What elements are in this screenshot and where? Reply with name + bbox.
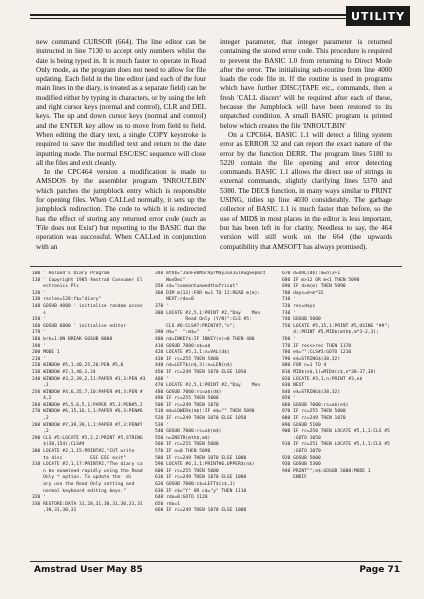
listing-line: :GOTO 1050 — [282, 435, 321, 441]
listing-line: 510 m$=LOWER$(m$):IF m$="" THEN 5090 — [155, 409, 255, 415]
listing-line: 570 IF n=0 THEN 5090 — [155, 449, 211, 455]
listing-line: NEXT:rdo=0 — [155, 297, 194, 303]
magazine-issue: Amstrad User May 85 — [34, 565, 143, 575]
listing-line: ,2 — [32, 416, 49, 422]
listing-line: 940 PRINT"";e$:GOSUB 5000:MODE 1 — [282, 468, 371, 474]
listing-line: 890 GOSUB 5100 — [282, 422, 321, 428]
listing-line: 210 ' — [32, 356, 49, 362]
listing-line: NovDec" — [155, 277, 186, 283]
listing-line: 730 ' — [282, 310, 299, 316]
listing-line: 830 NEXT — [282, 383, 305, 389]
article-column-right — [220, 38, 392, 252]
listing-line: 860 GOSUB 7000:rc=a$(e$) — [282, 402, 349, 408]
listing-line: 840 e$=STRING$(38,32) — [282, 389, 341, 395]
footer-rule — [30, 561, 402, 562]
listing-line: 110 ' Copyright 1985 Amstrad Consumer El — [32, 277, 143, 283]
listing-line: d;:PRINT #5,MID$(mth$,m*3-2,3); — [282, 330, 379, 336]
listing-line: 120 ' — [32, 290, 49, 296]
listing-line: 470 LOCATE #2,5,1:PRINT #2,"Day Mon — [155, 383, 261, 389]
listing-line: 520 IF rc=249 THEN 1070 ELSE 1050 — [155, 416, 247, 422]
listing-line: :GOTO 1070 — [282, 449, 321, 455]
listing-line: 320 ' — [32, 495, 49, 501]
paragraph: integer parameter, that integer parameter is returned containing the stored error code. This procedure is required to prevent the BASIC 1.0 from returning to Direct Mode after the error. The initialising sub-routine from line 4000 loads the code file in. If the routine is used in programs which have further |DISC/|TAPE etc., commands, then a fresh 'CALL discerr' will be required after each of these, because the Jumpblock will have been restored to its unpatched condition. A small BASIC program is printed below which creates the file 'INROUT.BIN' — [220, 38, 392, 130]
listing-line: 700 days=d+m*32 — [282, 290, 324, 296]
listing-line: 820 LOCATE #3,1,n:PRINT #3,e$ — [282, 376, 363, 382]
listing-line: 100 ' Roland's Diary Program — [32, 271, 110, 276]
listing-line: to disc ESC ESC exit" — [32, 455, 127, 461]
listing-line: 360 DIM m(12):FOR m=1 TO 12:READ m(m): — [155, 290, 261, 296]
listing-line: CLS #6:CLS#7:PRINT#7,"n"; — [155, 323, 236, 329]
listing-line: 630 IF c$="Y" OR c$="y" THEN 1110 — [155, 488, 247, 494]
listing-line: 250 WINDOW #4,6,35,7,10:PAPER #4,3:PEN # — [32, 389, 143, 395]
listing-line: 420 LOCATE #5,1,1:n=VAL(d$) — [155, 350, 230, 356]
listing-line: 880 IF rc=249 THEN 1070 — [282, 416, 346, 422]
listing-line: 150 ' — [32, 317, 49, 323]
paragraph: On a CPC664, BASIC 1.1 will detect a filing system error as ERROR 32 and can report the exact nature of the error by the function DERR. The program lines 5180 to 5220 contain the file opening and error detecting commands. BASIC 1.1 allows the direct use of strings in external commands, slightly clarifying lines 5370 and 5380. The DEC$ function, in many ways similar to PRINT USING, tidies up line 4030 considerably. The garbage collector of BASIC 1.1 is much faster than before, so the use of MID$ in most places in the editor is less important, but has been left in for clarity. Needless to say, the 464 version will still work on the 664 (the upwards compatibility that AMSOFT has always promised). — [220, 130, 392, 251]
listing-line: 780 e$="":CLS#3:GOTO 1210 — [282, 350, 352, 356]
listing-line: 170 ' — [32, 330, 49, 336]
listing-line: 180 brk=1:ON BREAK GOSUB 8000 — [32, 336, 113, 342]
listing-line: ,30,31,30,31 — [32, 508, 77, 514]
listing-line: 910 IF rc=251 THEN LOCATE #5,1,1:CLS #5 — [282, 442, 390, 448]
listing-line: 4,2 — [32, 396, 52, 402]
listing-line: 740 GOSUB 5000 — [282, 317, 321, 323]
paragraph: new command CURSOR (664). The line editor can be instructed in line 7130 to accept only numbers whilst the date is being typed in. It is much faster to operate in Read Only mode, as the program does not need to allow for file updating. Each field in the line editor (and each of the four main lines in the diary, is treated as a separate field) can be modified either by typing in characters, or by using the left and right cursor keys (normal and control), CLR and DEL keys. The up and down cursor keys (normal and control) and the ENTER key allow us to move from field to field. When editing the diary text, a single COPY keystroke is required to save the modified text and return to the date inputting mode. The normal ESC/ESC sequence will close all the files and exit cleanly. — [36, 38, 206, 167]
listing-line: Only * option. To update the di — [32, 475, 132, 481]
listing-line: 580 IF rc=249 THEN 1070 ELSE 1080 — [155, 455, 247, 461]
listing-line: 390 d$=" ":m$=" " — [155, 330, 211, 336]
listing-line: 480 GOSUB 7000:rc=a$(d$) — [155, 389, 222, 395]
section-badge: UTILITY — [346, 6, 410, 26]
listing-line: 720 rec=days — [282, 303, 316, 309]
listing-line: 670 d=VAL(d$):m=n\3+1 — [282, 271, 341, 276]
listing-line: 620 GOSUB 7000:c$=LEFT$(c$,1) — [155, 482, 236, 487]
listing-line: s — [32, 310, 46, 316]
listing-line: 340 mth$="JanFebMarAprMayJunJulAugSepOct — [155, 271, 266, 276]
paragraph: In the CPC464 version a modification is made to AMSDOS by the assembler program 'INROUT.BIN' which patches the jumpblock entry which is responsible for opening files. When CALLed normally, it sets up the jumpblock redirection. The code to which it is redirected has the effect of storing any returned error code (such as 'File does not Exist') but reporting to the BASIC that the operation was successful. When CALLed in conjunction with an — [36, 168, 206, 251]
listing-line: 460 ' — [155, 376, 172, 382]
listing-divider — [30, 266, 402, 267]
listing-line: 350 s$="sunmontuewedthufrisat" — [155, 284, 238, 290]
page-number: Page 71 — [359, 565, 400, 575]
listing-line: 790 e$=STRING$(38,32) — [282, 356, 341, 362]
listing-line: 920 GOSUB 5000 — [282, 455, 321, 461]
listing-line: 290 CLS #5:LOCATE #5,2,2:PRINT #5,STRING — [32, 435, 143, 441]
listing-line: 690 IF d>m(m) THEN 5090 — [282, 284, 346, 290]
listing-line: 270 WINDOW #6,15,16,1,1:PAPER #6,3:PEN#6 — [32, 409, 143, 415]
listing-line: n be examined rapidly using the Read — [32, 468, 143, 474]
listing-line: ary use the Read Only setting and — [32, 482, 135, 487]
listing-line: 440 n$=LEFT$(n$,3):n=LEN(n$) — [155, 363, 233, 369]
listing-line: 230 WINDOW #2,1,40,1,24 — [32, 369, 96, 375]
listing-line: 220 WINDOW #5,1,40,25,26:PEN #5,0 — [32, 363, 124, 369]
listing-line: 770 IF rec<>rec THEN 1170 — [282, 343, 352, 349]
listing-line: 660 IF rc=249 THEN 1070 ELSE 1080 — [155, 508, 247, 514]
listing-line: 600 IF rc=255 THEN 5000 — [155, 468, 219, 474]
listing-line: 380 LOCATE #2,5,1:PRINT #2,"Day Mon — [155, 310, 261, 316]
program-listing-column-3 — [282, 271, 400, 555]
listing-line: 560 IF rc=255 THEN 5000 — [155, 442, 219, 448]
listing-line: 240 WINDOW #3,2,39,2,11:PAPER #3,3:PEN #3 — [32, 376, 146, 382]
listing-line: ENDIF — [282, 475, 307, 481]
listing-line: 800 FOR n=1 TO 4 — [282, 363, 327, 369]
listing-line: 550 n=INSTR(mth$,m$) — [155, 435, 211, 441]
program-listing-column-2 — [155, 271, 278, 555]
listing-line: ,1 — [32, 383, 49, 389]
listing-line: 410 GOSUB 7000:n$=a$ — [155, 343, 211, 349]
listing-line: 430 IF rc=255 THEN 5000 — [155, 356, 219, 362]
listing-line: 200 MODE 1 — [32, 350, 60, 356]
listing-line: 330 RESTORE:DATA 31,28,31,30,31,30,31,31 — [32, 501, 143, 507]
listing-line: 850 ' — [282, 396, 299, 402]
listing-line: ectronics Plc — [32, 284, 80, 290]
listing-line: 280 WINDOW #7,39,39,1,1:PAPER #7,3:PEN#7 — [32, 422, 143, 428]
header-rule — [30, 14, 352, 16]
listing-line: 450 IF rc=249 THEN 1070 ELSE 1050 — [155, 369, 247, 375]
listing-line: 190 ' — [32, 343, 49, 349]
listing-line: 310 LOCATE #2,1,17:PRINT#2,"The diary ca — [32, 462, 143, 468]
listing-line: ,2 — [32, 429, 49, 435]
listing-line: 590 LOCATE #6,1,1:PRINT#6,UPPER$(n$) — [155, 462, 255, 468]
listing-line: 680 IF m>12 OR m<1 THEN 5090 — [282, 277, 360, 283]
listing-line: 610 IF rc=249 THEN 1070 ELSE 1080 — [155, 475, 247, 481]
listing-line: normal keyboard editing keys." — [32, 488, 127, 494]
listing-line: 810 MID$(e$,1)=MID$(c$,n*38-37,38) — [282, 369, 377, 375]
listing-line: 640 rdo=0:GOTO 1120 — [155, 495, 208, 501]
listing-line: 140 GOSUB 4000 ' initialise random acces — [32, 303, 143, 309]
listing-line: 540 GOSUB 7000:rc=a$(m$) — [155, 429, 222, 435]
listing-line: 400 n$=INKEY$:IF INKEY(n)<0 THEN 400 — [155, 336, 255, 342]
listing-line: 870 IF rc=255 THEN 5000 — [282, 409, 346, 415]
article-column-left — [36, 38, 206, 252]
listing-line: 650 rdo=1 — [155, 501, 180, 507]
listing-line: 490 IF rc=255 THEN 5000 — [155, 396, 219, 402]
header-rule-thin — [30, 18, 352, 19]
listing-line: 300 LOCATE #2,1,15:PRINT#2,"CUT write — [32, 449, 135, 455]
listing-line: $(38,154);CLS#4 — [32, 442, 85, 448]
listing-line: 900 IF rc=250 THEN LOCATE #5,1,1:CLS #5 — [282, 429, 390, 435]
listing-line: 370 ' — [155, 303, 172, 309]
listing-line: Read Only (Y/N)":CLS #5: — [155, 317, 252, 323]
listing-line: 160 GOSUB 6000 ' initialise editor — [32, 323, 127, 329]
listing-line: 500 IF rc=249 THEN 1070 — [155, 402, 219, 408]
listing-line: 530 ' — [155, 422, 172, 428]
listing-line: 760 ' — [282, 336, 299, 342]
listing-line: 930 GOSUB 5300 — [282, 462, 321, 468]
listing-line: 260 WINDOW #5,5,6,5,1:PAPER #5,3:PEN#5,2 — [32, 402, 143, 408]
listing-line: 750 LOCATE #5,15,1:PRINT #5,USING "##"; — [282, 323, 390, 329]
listing-line: 710 ' — [282, 297, 299, 303]
listing-line: 130 reclen=128:f$="diary" — [32, 297, 102, 303]
program-listing-column-1 — [32, 271, 150, 555]
